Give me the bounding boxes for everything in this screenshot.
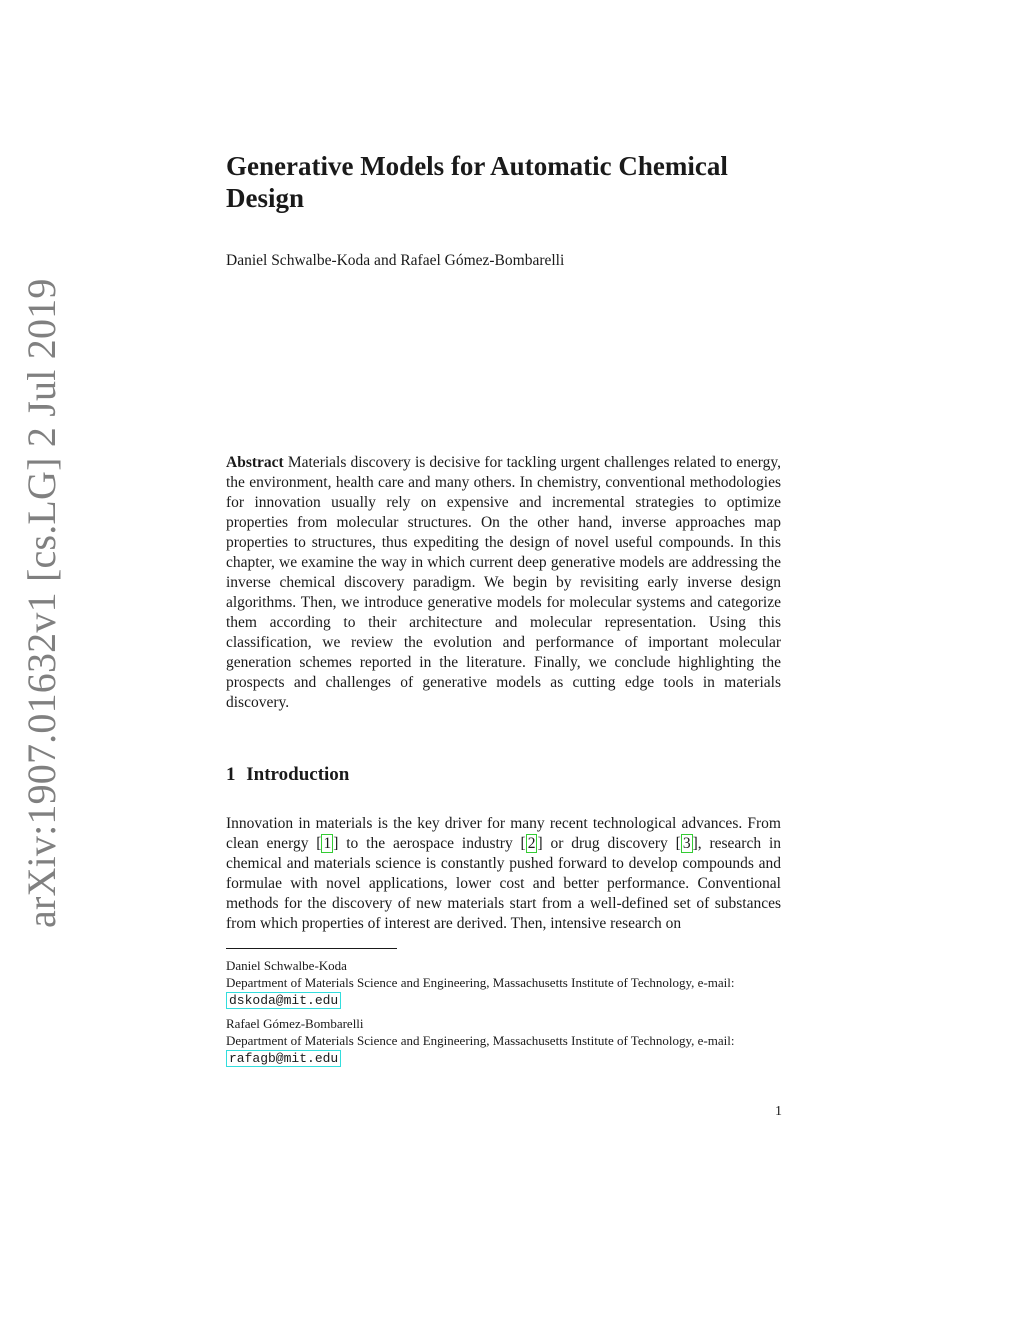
paper-title: Generative Models for Automatic Chemical Design xyxy=(226,151,728,213)
introduction-paragraph xyxy=(226,814,781,934)
citation-link-3[interactable]: 3 xyxy=(682,835,691,852)
footnote-affiliation: Department of Materials Science and Engineering, Massachusetts Institute of Technology, e-mail: xyxy=(226,975,735,990)
section-title: Introduction xyxy=(246,764,350,785)
abstract-label: Abstract xyxy=(226,454,284,471)
arxiv-identifier-stamp: arXiv:1907.01632v1 [cs.LG] 2 Jul 2019 xyxy=(19,278,64,928)
section-number: 1 xyxy=(226,764,236,785)
intro-text-2: ] to the aerospace industry [ xyxy=(333,835,526,852)
footnote-divider xyxy=(226,948,397,949)
author-footnote-1 xyxy=(226,957,786,1009)
section-heading-introduction xyxy=(226,764,349,786)
page-number: 1 xyxy=(775,1104,782,1119)
abstract-text: Materials discovery is decisive for tackling urgent challenges related to energy, the environment, health care and many others. In chemistry, conventional methodologies for innovation usually rely on expensive and incremental strategies to optimize properties from molecular structures. On the other hand, inverse approaches map properties to structures, thus expediting the design of novel useful compounds. In this chapter, we examine the way in which current deep generative models are addressing the inverse chemical discovery paradigm. We begin by revisiting early inverse design algorithms. Then, we introduce generative models for molecular systems and categorize them according to their architecture and molecular representation. Using this classification, we review the evolution and performance of important molecular generation schemes reported in the literature. Finally, we conclude highlighting the prospects and challenges of generative models as cutting edge tools in materials discovery. xyxy=(226,454,781,711)
email-link[interactable]: rafagb@mit.edu xyxy=(226,1050,341,1067)
citation-link-2[interactable]: 2 xyxy=(527,835,536,852)
footnote-affiliation: Department of Materials Science and Engineering, Massachusetts Institute of Technology, e-mail: xyxy=(226,1033,735,1048)
email-link[interactable]: dskoda@mit.edu xyxy=(226,992,341,1009)
author-footnote-2 xyxy=(226,1015,786,1067)
footnote-author-name: Rafael Gómez-Bombarelli xyxy=(226,1016,364,1031)
abstract xyxy=(226,453,781,713)
intro-text-1: Innovation in materials is the key driver for many recent technological advances. From clean energy [ xyxy=(226,815,781,852)
intro-text-3: ] or drug discovery [ xyxy=(537,835,681,852)
paper-authors: Daniel Schwalbe-Koda and Rafael Gómez-Bombarelli xyxy=(226,252,565,269)
citation-link-1[interactable]: 1 xyxy=(323,835,332,852)
intro-text-4: ], research in chemical and materials science is constantly pushed forward to develop compounds and formulae with novel applications, lower cost and better performance. Conventional methods for the discovery of new materials start from a well-defined set of substances from which properties of interest are derived. Then, intensive research on xyxy=(226,835,782,932)
footnote-author-name: Daniel Schwalbe-Koda xyxy=(226,958,347,973)
